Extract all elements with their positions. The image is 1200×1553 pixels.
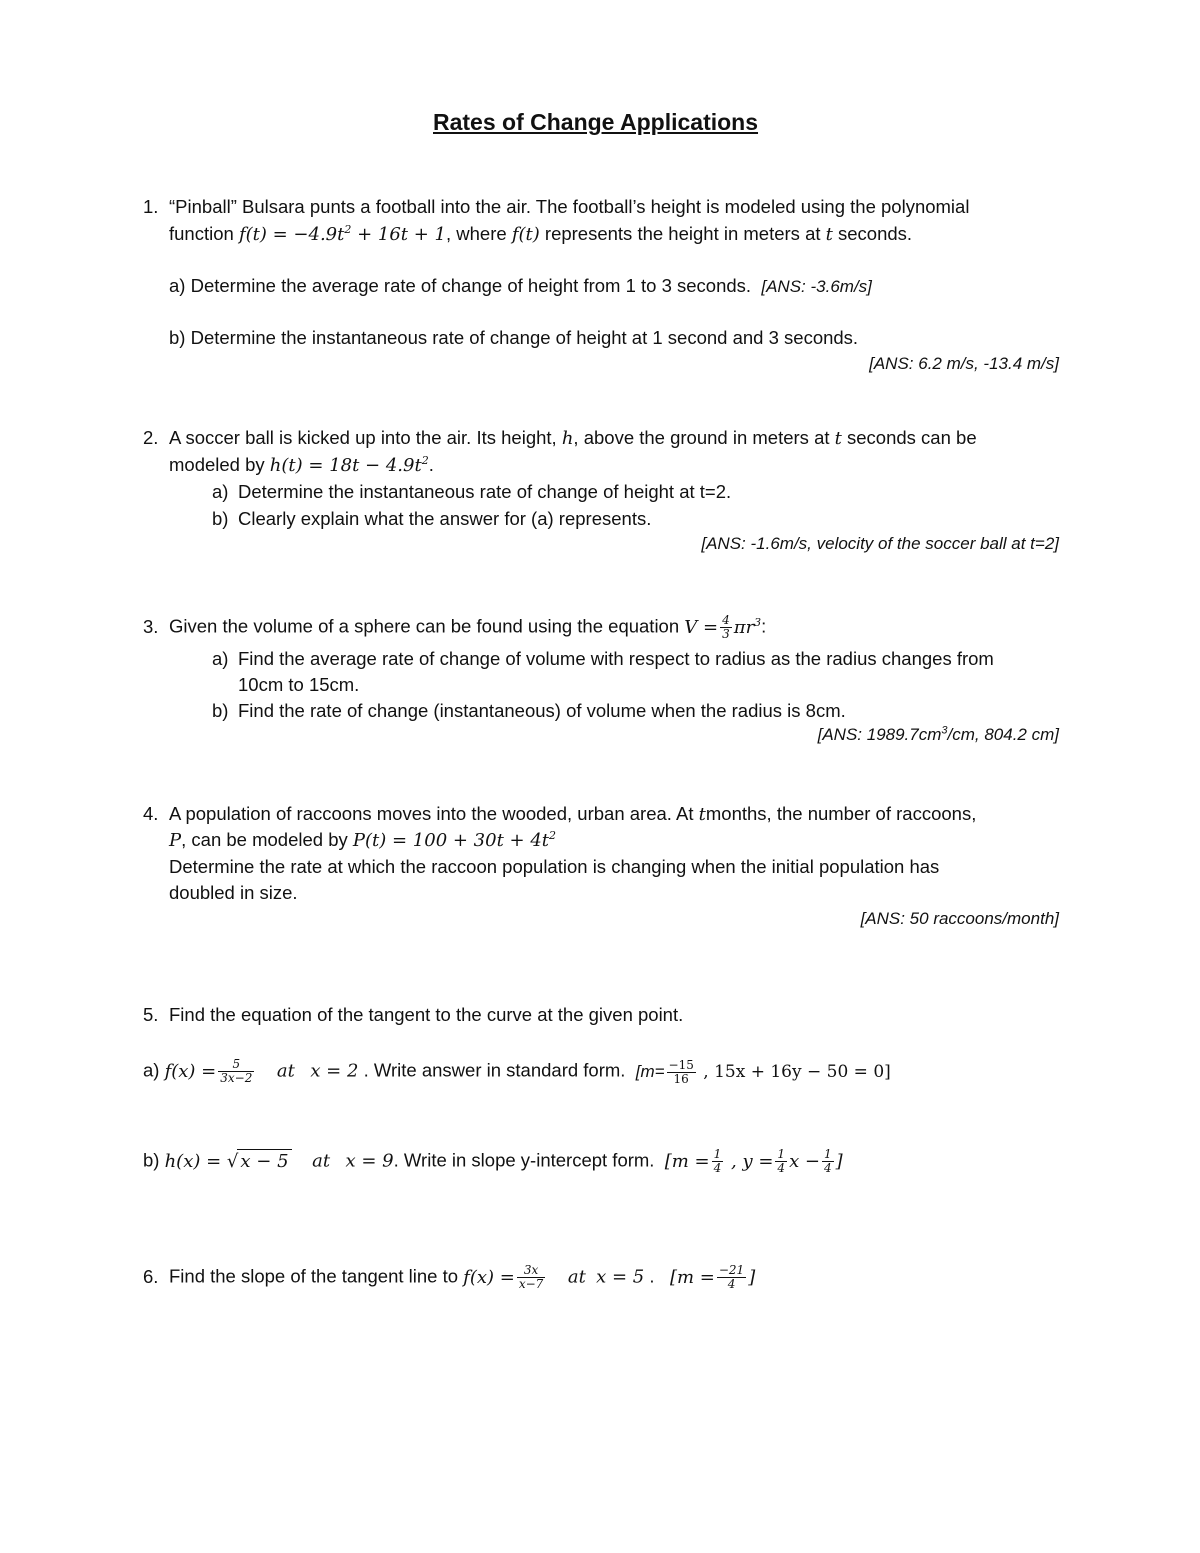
q2-line1	[143, 426, 977, 451]
q1-part-b	[169, 326, 858, 350]
q2-text-a: A soccer ball is kicked up into the air. Its height,	[169, 427, 562, 448]
q3-part-a-label: a)	[212, 648, 229, 669]
q1-part-a-text: a) Determine the average rate of change of height from 1 to 3 seconds.	[169, 275, 752, 296]
q6-number: 6.	[143, 1265, 159, 1287]
q1-represents: represents the height in meters at	[539, 223, 826, 244]
q3-answer: [ANS: $1989.7cm^3/cm$, 804.2 cm]	[817, 724, 1059, 744]
q6-text: Find the slope of the tangent line to	[169, 1265, 464, 1287]
q1-part-b-answer: [ANS: 6.2 m/s, -13.4 m/s]	[869, 354, 1059, 373]
q5-part-b-function: h(x) = √ x − 5	[165, 1151, 292, 1172]
q5-part-b-at: at	[312, 1150, 331, 1172]
q4-modeled-by: , can be modeled by	[181, 829, 353, 850]
q2-t: t	[834, 428, 842, 449]
q5-part-a-x: x = 2	[310, 1060, 359, 1082]
q1-number: 1.	[143, 196, 159, 217]
q6-dot: .	[644, 1265, 655, 1287]
q5-part-a-label: a)	[143, 1059, 165, 1081]
q2-modeled-by: modeled by	[169, 454, 270, 475]
q2-text-b: , above the ground in meters at	[573, 427, 835, 448]
q2-function: $h(t) = 18t - 4.9t^2$	[269, 454, 429, 476]
q3-equation: V = $\frac{4}{3}$ $\pi r^3$	[684, 613, 762, 641]
q1-function: $f(t) = -4.9t^2 + 16t + 1$	[238, 223, 446, 245]
q6-answer: [m = $\frac{-21}{4}$ ]	[669, 1263, 756, 1291]
q1-part-a-answer: [ANS: -3.6m/s]	[761, 277, 872, 296]
q6-at: at	[567, 1266, 586, 1288]
q3-colon: :	[761, 615, 767, 637]
q5-part-a	[143, 1058, 891, 1086]
q6-line	[143, 1264, 755, 1291]
q5-part-a-text: . Write answer in standard form.	[358, 1059, 626, 1081]
q5-part-a-function: f(x) = $\frac{5}{3x-2}$	[164, 1057, 253, 1085]
q1-ft: f(t)	[511, 224, 540, 245]
q3-part-b-text: Find the rate of change (instantaneous) of volume when the radius is 8cm.	[238, 700, 846, 721]
q2-number: 2.	[143, 427, 159, 448]
q3-part-a	[212, 647, 994, 671]
q5-prompt	[143, 1003, 683, 1027]
q4-t: t	[698, 804, 706, 825]
q1-part-a	[169, 274, 872, 299]
q1-where: , where	[446, 223, 512, 244]
q2-part-b-text: Clearly explain what the answer for (a) represents.	[238, 508, 652, 529]
q2-period: .	[428, 454, 434, 475]
q5-number: 5.	[143, 1004, 159, 1025]
q2-part-a-text: Determine the instantaneous rate of change of height at t=2.	[238, 481, 732, 502]
q1-part-b-text: b) Determine the instantaneous rate of change of height at 1 second and 3 seconds.	[169, 327, 859, 348]
q2-line2	[169, 453, 434, 478]
q4-line2	[169, 828, 556, 853]
q4-p: P	[169, 830, 182, 851]
q3-part-a-text: Find the average rate of change of volume with respect to radius as the radius changes from	[238, 648, 994, 669]
q3-line1	[143, 614, 766, 641]
q3-part-b-label: b)	[212, 700, 229, 721]
q5-part-a-answer: [m= $\frac{-15}{16}$ , 15x + 16y − 50 = 0]	[635, 1057, 891, 1086]
q2-answer: [ANS: -1.6m/s, velocity of the soccer ball at t=2]	[701, 534, 1059, 553]
q6-function: f(x) = $\frac{3x}{x-7}$	[463, 1263, 544, 1291]
q3-text: Given the volume of a sphere can be found using the equation	[169, 615, 685, 637]
q2-part-b-label: b)	[212, 508, 229, 529]
q1-line1	[143, 195, 969, 219]
q4-text-b: months, the number of raccoons,	[705, 803, 977, 824]
q5-part-a-at: at	[276, 1060, 295, 1082]
q1-t: t	[825, 224, 833, 245]
q2-text-c: seconds can be	[841, 427, 977, 448]
q5-part-b-label: b)	[143, 1149, 165, 1171]
q4-line1	[143, 802, 976, 827]
q5-prompt-text: Find the equation of the tangent to the curve at the given point.	[169, 1004, 684, 1025]
q4-function: $P(t) = 100 + 30t + 4t^2$	[352, 829, 557, 851]
page-title: Rates of Change Applications	[433, 109, 759, 135]
q4-line4: doubled in size.	[169, 882, 298, 903]
q2-part-a-label: a)	[212, 481, 229, 502]
q4-number: 4.	[143, 803, 159, 824]
q3-number: 3.	[143, 615, 159, 637]
q1-text: “Pinball” Bulsara punts a football into the air. The football’s height is modeled using the polynomial	[169, 196, 970, 217]
q3-part-a-line2: 10cm to 15cm.	[238, 674, 360, 695]
q1-seconds: seconds.	[832, 223, 913, 244]
q5-part-b-text: . Write in slope y-intercept form.	[393, 1149, 655, 1171]
q4-answer: [ANS: 50 raccoons/month]	[860, 909, 1059, 928]
q4-line3: Determine the rate at which the raccoon population is changing when the initial population has	[169, 856, 940, 877]
q5-part-b-x: x = 9	[345, 1150, 394, 1172]
q2-h: h	[561, 428, 574, 449]
q5-part-b	[143, 1148, 843, 1175]
q4-text-a: A population of raccoons moves into the wooded, urban area. At	[169, 803, 699, 824]
q2-part-b	[212, 507, 651, 531]
q3-part-b	[212, 699, 846, 723]
q6-x: x = 5	[596, 1266, 645, 1288]
q2-part-a	[212, 480, 731, 504]
q1-line2	[169, 222, 912, 247]
q5-part-b-answer: [m = $\frac{1}{4}$ , y = $\frac{1}{4}$ x − $\frac{1}{4}$ ]	[664, 1147, 843, 1175]
q1-function-label: function	[169, 223, 239, 244]
